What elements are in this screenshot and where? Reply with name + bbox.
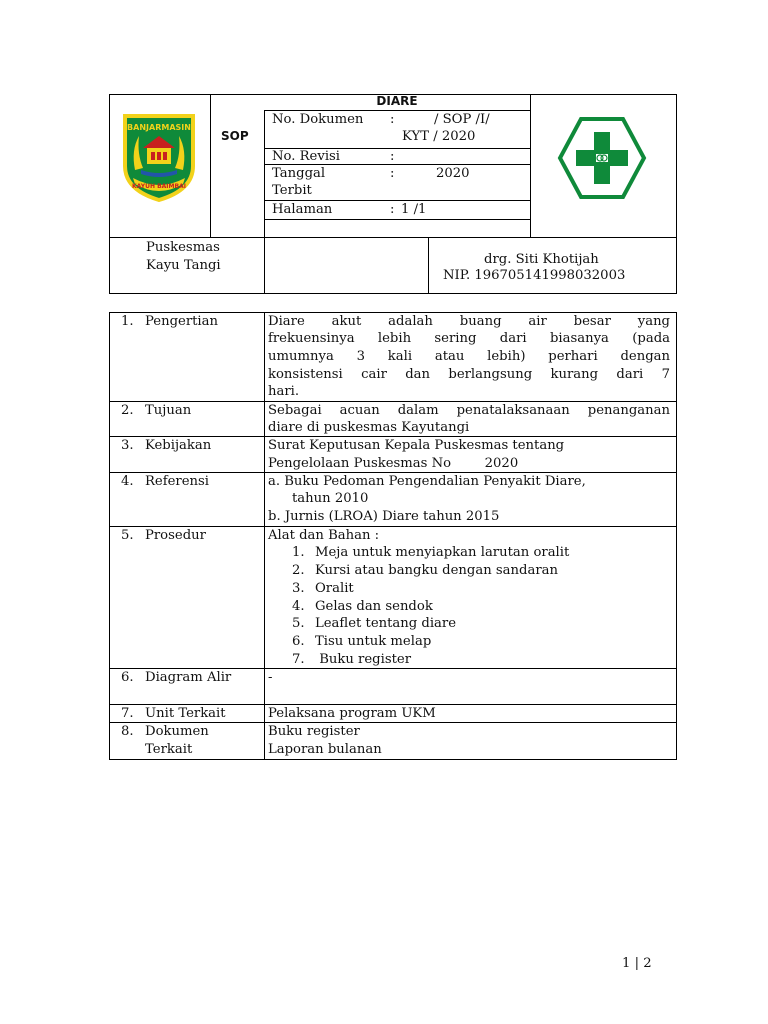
- no-dokumen-value-2: KYT / 2020: [402, 129, 476, 144]
- halaman-value: 1 /1: [401, 202, 427, 217]
- row-8-label: Dokumen: [145, 724, 209, 739]
- list-item-1-text: Meja untuk menyiapkan larutan oralit: [315, 545, 570, 560]
- puskesmas-logo: [557, 116, 647, 200]
- tanggal-sep: :: [390, 166, 395, 181]
- document-title: DIARE: [376, 94, 418, 108]
- list-item-6-num: 6.: [292, 634, 305, 649]
- list-item-2-text: Kursi atau bangku dengan sandaran: [315, 563, 558, 578]
- no-dokumen-label: No. Dokumen: [272, 112, 364, 127]
- halaman-label: Halaman: [272, 202, 333, 217]
- row-6-line-1: -: [268, 670, 273, 685]
- row-2-line-2: diare di puskesmas Kayutangi: [268, 420, 470, 435]
- list-item-4-num: 4.: [292, 599, 305, 614]
- row-3-line-2: Pengelolaan Puskesmas No 2020: [268, 456, 519, 471]
- banjarmasin-logo: [121, 110, 197, 202]
- row-3-num: 3.: [121, 438, 134, 453]
- row-1-line-4: konsistensi cair dan berlangsung kurang dari 7: [268, 367, 670, 382]
- row-2-num: 2.: [121, 403, 134, 418]
- row-4-num: 4.: [121, 474, 134, 489]
- list-item-1-num: 1.: [292, 545, 305, 560]
- signer-nip: NIP. 196705141998032003: [443, 268, 626, 283]
- list-item-6-text: Tisu untuk melap: [315, 634, 432, 649]
- row-1-label: Pengertian: [145, 314, 219, 329]
- list-item-3-num: 3.: [292, 581, 305, 596]
- row-5-label: Prosedur: [145, 528, 206, 543]
- row-7-line-1: Pelaksana program UKM: [268, 706, 436, 721]
- row-1-line-5: hari.: [268, 384, 300, 399]
- row-1-line-2: frekuensinya lebih sering dari biasanya (pada: [268, 331, 670, 346]
- list-item-5-text: Leaflet tentang diare: [315, 616, 457, 631]
- row-1-line-1: Diare akut adalah buang air besar yang: [268, 314, 670, 329]
- tanggal-label-2: Terbit: [272, 183, 312, 198]
- row-6-label: Diagram Alir: [145, 670, 232, 685]
- list-item-7-text: Buku register: [315, 652, 411, 667]
- list-item-5-num: 5.: [292, 616, 305, 631]
- list-item-7-num: 7.: [292, 652, 305, 667]
- list-item-3-text: Oralit: [315, 581, 354, 596]
- row-4-line-2: tahun 2010: [292, 491, 369, 506]
- list-item-4-text: Gelas dan sendok: [315, 599, 433, 614]
- row-8-num: 8.: [121, 724, 134, 739]
- row-7-label: Unit Terkait: [145, 706, 226, 721]
- row-8-line-2: Laporan bulanan: [268, 742, 382, 757]
- row-4-label: Referensi: [145, 474, 210, 489]
- org-name-line1: Puskesmas: [146, 240, 220, 255]
- halaman-sep: :: [390, 202, 395, 217]
- signer-name: drg. Siti Khotijah: [484, 252, 599, 267]
- row-3-line-1: Surat Keputusan Kepala Puskesmas tentang: [268, 438, 565, 453]
- svg-text:KAYUH BAIMBAI: KAYUH BAIMBAI: [132, 183, 186, 190]
- org-name-line2: Kayu Tangi: [146, 258, 221, 273]
- no-revisi-label: No. Revisi: [272, 149, 341, 164]
- no-dokumen-value: / SOP /I/: [434, 112, 490, 127]
- row-2-label: Tujuan: [145, 403, 192, 418]
- list-item-2-num: 2.: [292, 563, 305, 578]
- tanggal-value: 2020: [436, 166, 470, 181]
- row-8-line-1: Buku register: [268, 724, 360, 739]
- row-2-line-1: Sebagai acuan dalam penatalaksanaan penanganan: [268, 403, 670, 418]
- page-number: 1 | 2: [622, 956, 652, 971]
- tanggal-label: Tanggal: [272, 166, 326, 181]
- row-6-num: 6.: [121, 670, 134, 685]
- no-revisi-sep: :: [390, 149, 395, 164]
- no-dokumen-sep: :: [390, 112, 395, 127]
- row-5-num: 5.: [121, 528, 134, 543]
- row-5-line-1: Alat dan Bahan :: [268, 528, 380, 543]
- row-7-num: 7.: [121, 706, 134, 721]
- row-1-num: 1.: [121, 314, 134, 329]
- svg-text:BANJARMASIN: BANJARMASIN: [127, 123, 191, 132]
- sop-label: SOP: [221, 129, 249, 143]
- row-8-label-2: Terkait: [145, 742, 193, 757]
- row-4-line-3: b. Jurnis (LROA) Diare tahun 2015: [268, 509, 500, 524]
- row-1-line-3: umumnya 3 kali atau lebih) perhari dengan: [268, 349, 670, 364]
- row-4-line-1: a. Buku Pedoman Pengendalian Penyakit Diare,: [268, 474, 586, 489]
- row-3-label: Kebijakan: [145, 438, 212, 453]
